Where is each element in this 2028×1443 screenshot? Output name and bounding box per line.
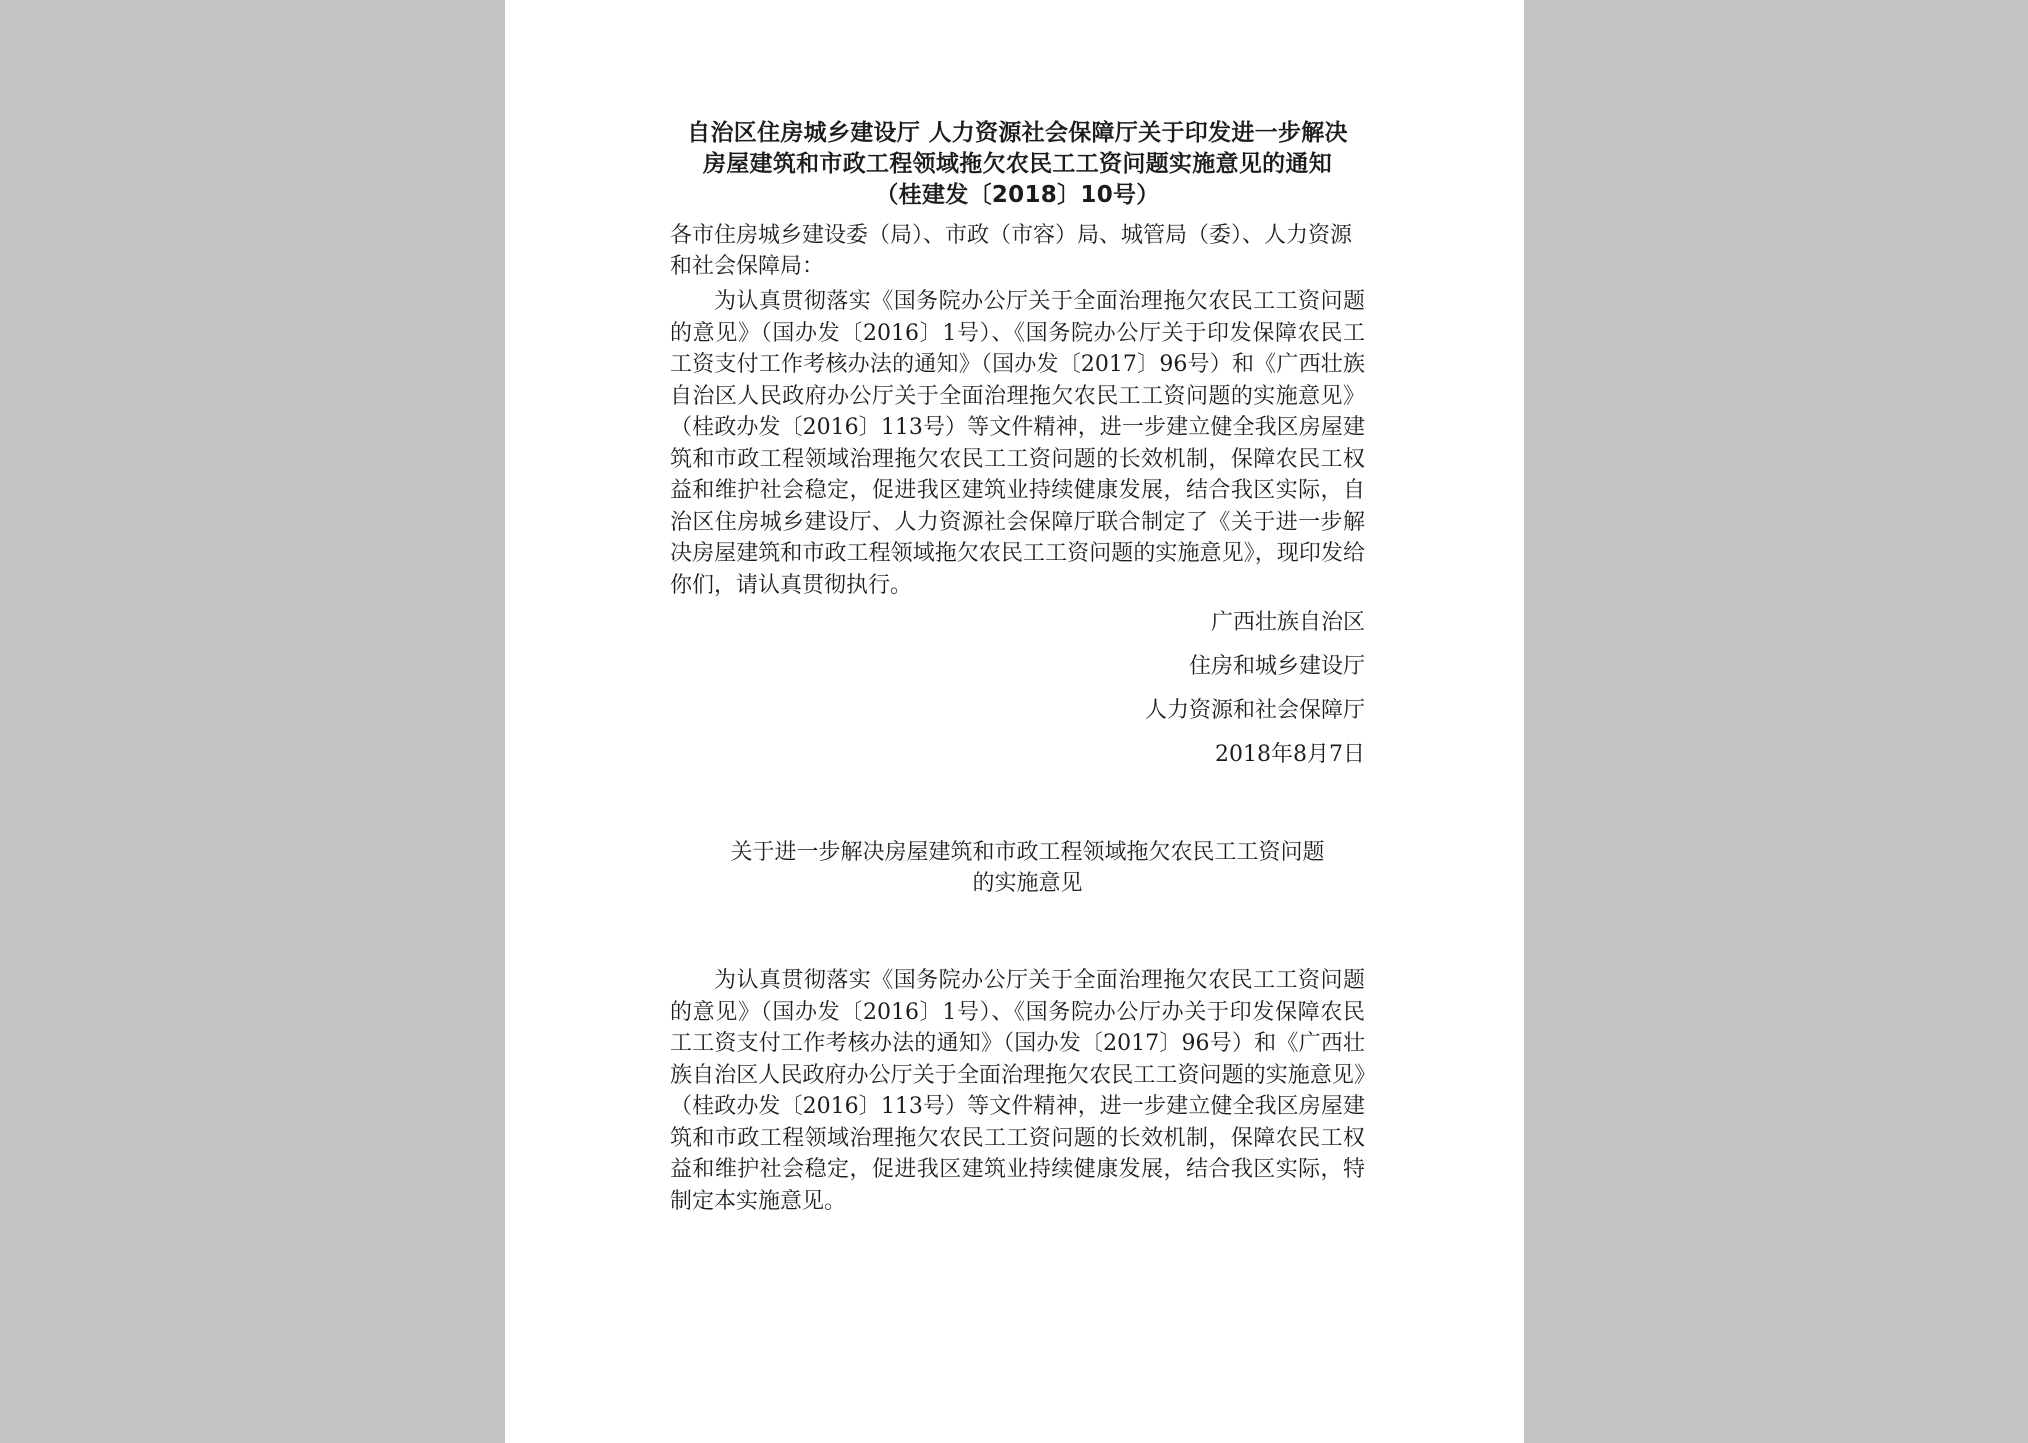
document-title [670,118,1365,211]
attachment-title [670,837,1365,899]
signature-block [670,601,1365,777]
document-page [505,0,1524,1443]
signature-region: 广西壮族自治区 [1210,610,1365,635]
body-paragraph: 为认真贯彻落实《国务院办公厅关于全面治理拖欠农民工工资问题的意见》（国办发〔2016〕1号）、《国务院办公厅关于印发保障农民工工资支付工作考核办法的通知》（国办发〔2017〕96号）和《广西壮族自治区人民政府办公厅关于全面治理拖欠农民工工资问题的实施意见》（桂政办发〔2016〕113号）等文件精神，进一步建立健全我区房屋建筑和市政工程领域治理拖欠农民工工资问题的长效机制，保障农民工权益和维护社会稳定，促进我区建筑业持续健康发展，结合我区实际，自治区住房城乡建设厅、人力资源社会保障厅联合制定了《关于进一步解决房屋建筑和市政工程领域拖欠农民工工资问题的实施意见》，现印发给你们，请认真贯彻执行。 [670,289,1365,598]
addressee: 各市住房城乡建设委（局）、市政（市容）局、城管局（委）、人力资源和社会保障局： [670,223,1353,279]
document-content [670,118,1365,1217]
title-line-3: （桂建发〔2018〕10号） [875,182,1160,208]
attachment-title-line-1: 关于进一步解决房屋建筑和市政工程领域拖欠农民工工资问题 [730,840,1325,865]
title-line-1: 自治区住房城乡建设厅 人力资源社会保障厅关于印发进一步解决 [687,120,1348,146]
signature-housing-dept: 住房和城乡建设厅 [1188,654,1365,679]
signature-date: 2018年8月7日 [1215,742,1365,767]
intro-paragraph: 为认真贯彻落实《国务院办公厅关于全面治理拖欠农民工工资问题的意见》（国办发〔2016〕1号）、《国务院办公厅办关于印发保障农民工工资支付工作考核办法的通知》（国办发〔2017〕96号）和《广西壮族自治区人民政府办公厅关于全面治理拖欠农民工工资问题的实施意见》（桂政办发〔2016〕113号）等文件精神，进一步建立健全我区房屋建筑和市政工程领域治理拖欠农民工工资问题的长效机制，保障农民工权益和维护社会稳定，促进我区建筑业持续健康发展，结合我区实际，特制定本实施意见。 [670,968,1365,1214]
attachment-title-line-2: 的实施意见 [972,871,1083,896]
signature-hr-dept: 人力资源和社会保障厅 [1144,698,1365,723]
title-line-2: 房屋建筑和市政工程领域拖欠农民工工资问题实施意见的通知 [702,151,1333,177]
